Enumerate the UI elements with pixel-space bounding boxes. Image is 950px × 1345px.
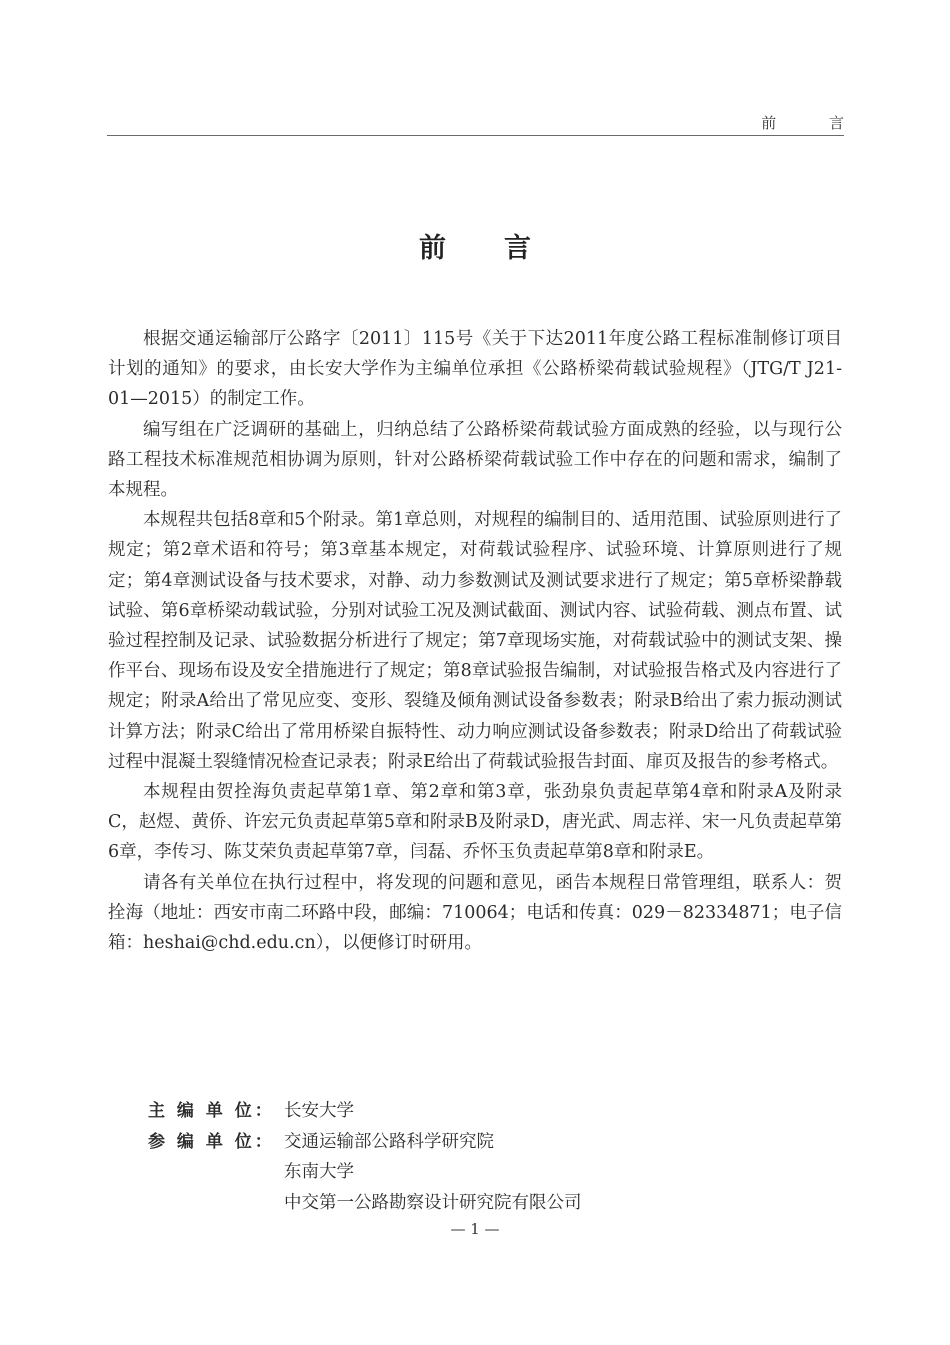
header-rule	[107, 135, 844, 136]
participating-unit-label: 参 编 单 位：	[148, 1131, 275, 1152]
paragraph-3: 本规程共包括8章和5个附录。第1章总则，对规程的编制目的、适用范围、试验原则进行了规定；第2章术语和符号；第3章基本规定，对荷载试验程序、试验环境、计算原则进行了规定；第4章测试设备与技术要求，对静、动力参数测试及测试要求进行了规定；第5章桥梁静载试验、第6章桥梁动载试验，分别对试验工况及测试截面、测试内容、试验荷载、测点布置、试验过程控制及记录、试验数据分析进行了规定；第7章现场实施，对荷载试验中的测试支架、操作平台、现场布设及安全措施进行了规定；第8章试验报告编制，对试验报告格式及内容进行了规定；附录A给出了常见应变、变形、裂缝及倾角测试设备参数表；附录B给出了索力振动测试计算方法；附录C给出了常用桥梁自振特性、动力响应测试设备参数表；附录D给出了荷载试验过程中混凝土裂缝情况检查记录表；附录E给出了荷载试验报告封面、扉页及报告的参考格式。	[108, 510, 842, 772]
participating-unit: 交通运输部公路科学研究院	[284, 1131, 494, 1152]
paragraph-5: 请各有关单位在执行过程中，将发现的问题和意见，函告本规程日常管理组，联系人：贺拴海（地址：西安市南二环路中段，邮编：710064；电话和传真：029－82334871；电子信箱：heshai@chd.edu.cn），以便修订时研用。	[108, 872, 842, 954]
page-title: 前言	[419, 233, 589, 264]
participating-unit: 中交第一公路勘察设计研究院有限公司	[284, 1192, 582, 1213]
chief-unit-row	[148, 1096, 582, 1127]
participating-units-list	[284, 1127, 582, 1219]
page-number: — 1 —	[450, 1220, 500, 1238]
running-head: 前 言	[761, 114, 868, 132]
participating-unit: 东南大学	[284, 1162, 354, 1182]
body-text	[108, 324, 842, 958]
chief-unit-label: 主 编 单 位：	[148, 1101, 275, 1121]
participating-units-row	[148, 1127, 582, 1219]
paragraph-4: 本规程由贺拴海负责起草第1章、第2章和第3章，张劲泉负责起草第4章和附录A及附录C，赵煜、黄侨、许宏元负责起草第5章和附录B及附录D，唐光武、周志祥、宋一凡负责起草第6章，李传习、陈艾荣负责起草第7章，闫磊、乔怀玉负责起草第8章和附录E。	[108, 782, 842, 863]
paragraph-2: 编写组在广泛调研的基础上，归纳总结了公路桥梁荷载试验方面成熟的经验，以与现行公路工程技术标准规范相协调为原则，针对公路桥梁荷载试验工作中存在的问题和需求，编制了本规程。	[108, 419, 842, 501]
chief-unit: 长安大学	[284, 1101, 354, 1121]
editorial-units	[148, 1096, 582, 1218]
paragraph-1: 根据交通运输部厅公路字〔2011〕115号《关于下达2011年度公路工程标准制修订项目计划的通知》的要求，由长安大学作为主编单位承担《公路桥梁荷载试验规程》（JTG/T J21-01—2015）的制定工作。	[108, 329, 842, 410]
